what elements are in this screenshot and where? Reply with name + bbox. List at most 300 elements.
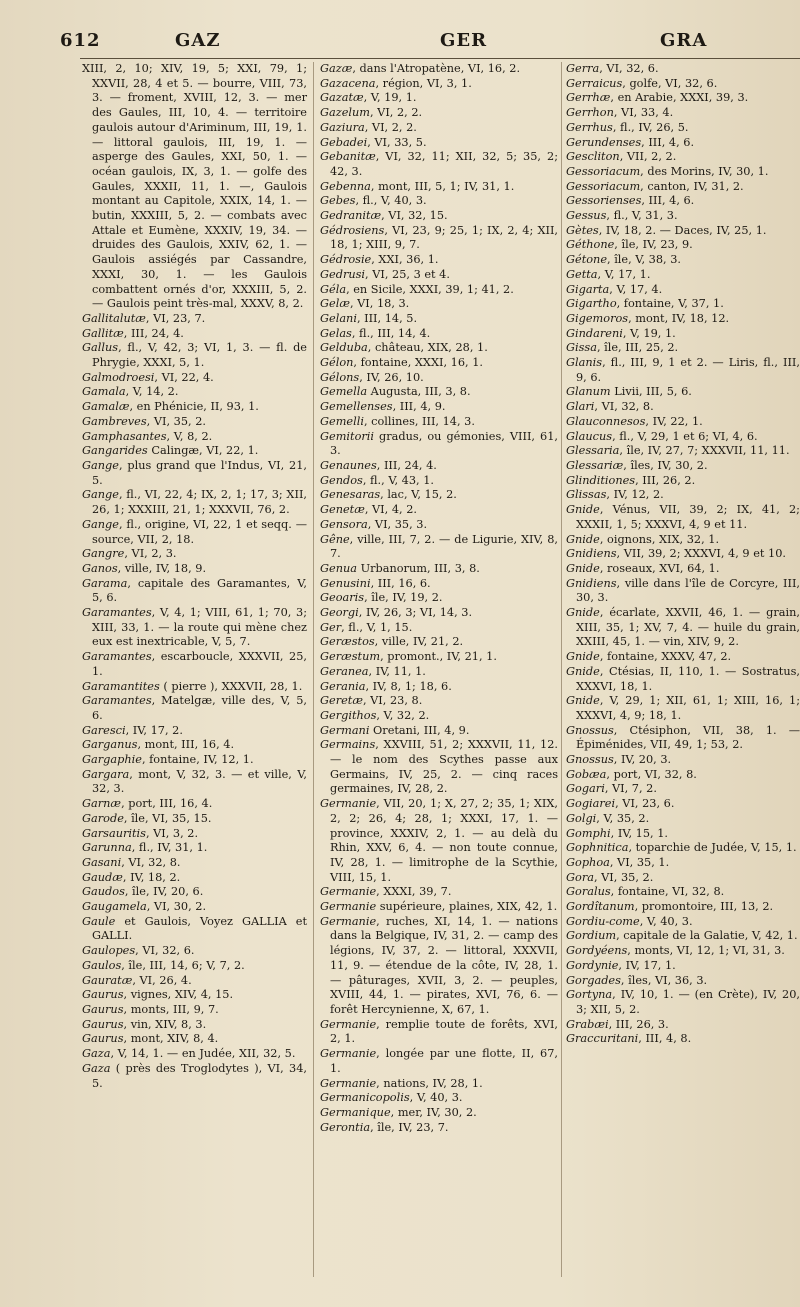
entry-headword: Gaurus: [82, 988, 124, 1002]
entry-headword: Gerrhæ: [566, 91, 611, 105]
entry-references: et Gaulois, Voyez GALLIA et GALLI.: [92, 914, 307, 943]
index-entry: [320, 577, 558, 592]
entry-headword: Georgi: [320, 606, 359, 620]
entry-headword: Gebadei: [320, 135, 368, 149]
index-entry: [320, 488, 558, 503]
entry-references: , VI, 2, 2.: [370, 106, 423, 120]
entry-references: , mont, III, 16, 4.: [137, 738, 235, 752]
entry-headword: Gemitorii: [320, 429, 375, 443]
entry-references: , fl., origine, VI, 22, 1 et seqq. — source, VII, 2, 18.: [92, 517, 307, 546]
index-entry: [82, 900, 307, 915]
entry-headword: Gelas: [320, 326, 352, 340]
entry-headword: Gaulopes: [82, 944, 136, 958]
entry-headword: Garganus: [82, 738, 138, 752]
entry-headword: Gomphi: [566, 826, 611, 840]
index-entry: [320, 1077, 558, 1092]
entry-references: , III, 4, 6.: [641, 135, 695, 149]
entry-references: , fontaine, IV, 12, 1.: [141, 753, 254, 767]
entry-references: , V, 4, 1; VIII, 61, 1; 70, 3; XIII, 33, 1. — la route qui mène chez eux est inextricable, V, 5, 7.: [92, 606, 307, 649]
entry-headword: Gescliton: [566, 150, 620, 164]
entry-headword: Gessus: [566, 209, 607, 223]
index-entry: [320, 341, 558, 356]
entry-headword: Gnidiens: [566, 576, 617, 590]
index-entry: [566, 444, 800, 459]
entry-headword: Gallus: [82, 341, 119, 355]
entry-headword: Gargaphie: [82, 753, 142, 767]
entry-references: , VI, 32, 8.: [121, 855, 181, 869]
entry-headword: Gétone: [566, 253, 608, 267]
entry-references: , vin, XIV, 8, 3.: [123, 1017, 207, 1031]
entry-references: , île, IV, 23, 9.: [614, 238, 693, 252]
entry-headword: Gazacena: [320, 76, 376, 90]
entry-headword: Gnossus: [566, 753, 614, 767]
entry-headword: Gamala: [82, 385, 126, 399]
entry-references: , mont, IV, 18, 12.: [628, 311, 730, 325]
entry-headword: Gnide: [566, 503, 600, 517]
entry-headword: Gamphasantes: [82, 429, 167, 443]
entry-references: , VI, 33, 4.: [613, 106, 674, 120]
entry-headword: Gnide: [566, 650, 600, 664]
entry-headword: Gorgades: [566, 973, 621, 987]
index-entry: [566, 106, 800, 121]
entry-references: Augusta, III, 3, 8.: [367, 385, 471, 399]
entry-headword: Gerontia: [320, 1120, 371, 1134]
entry-headword: Galmodroesi: [82, 370, 155, 384]
entry-headword: Gélons: [320, 370, 360, 384]
index-entry: [566, 209, 800, 224]
entry-headword: Gallitæ: [82, 326, 124, 340]
index-entry: [82, 444, 307, 459]
entry-headword: Gnide: [566, 606, 600, 620]
entry-references: , mont, V, 32, 3. — et ville, V, 32, 3.: [92, 767, 307, 796]
index-entry: [82, 680, 307, 695]
entry-headword: Gortyna: [566, 988, 613, 1002]
entry-references: , V, 19, 1.: [363, 91, 417, 105]
index-entry: [566, 1032, 800, 1047]
entry-headword: Gigarta: [566, 282, 610, 296]
entry-headword: Gophnitica: [566, 841, 629, 855]
entry-headword: Gogiarei: [566, 797, 616, 811]
entry-references: , capitale de la Galatie, V, 42, 1.: [616, 929, 798, 943]
entry-headword: Gigartho: [566, 297, 617, 311]
entry-references: , VI, 23, 8.: [362, 694, 423, 708]
entry-headword: Gnide: [566, 694, 600, 708]
entry-references: , îles, VI, 36, 3.: [620, 973, 708, 987]
entry-references: , VII, 20, 1; X, 27, 2; 35, 1; XIX, 2, 2; 26, 4; 28, 1; XXXI, 17, 1. — province, XXXIV, 2, 1. — au delà du Rhin, XXV, 6, 4. — non toute connue, IV, 28, 1. — limitrophe de la Scythie, VIII, 15, 1.: [330, 797, 558, 884]
entry-headword: Gora: [566, 870, 594, 884]
index-entry: [566, 577, 800, 606]
index-entry: [82, 841, 307, 856]
entry-headword: Gedranitæ: [320, 209, 382, 223]
entry-references: , mont, III, 5, 1; IV, 31, 1.: [370, 179, 515, 193]
entry-references: , mont, XIV, 8, 4.: [123, 1032, 219, 1046]
index-entry: [566, 694, 800, 723]
entry-references: , VI, 7, 2.: [604, 782, 657, 796]
entry-headword: Germanie: [320, 1017, 377, 1031]
index-entry: [320, 709, 558, 724]
entry-references: , VI, 25, 3 et 4.: [365, 267, 450, 281]
index-entry: [82, 62, 307, 312]
index-entry: [566, 900, 800, 915]
index-entry: [566, 224, 800, 239]
entry-references: , fl., III, 9, 1 et 2. — Liris, fl., III, 9, 6.: [576, 356, 800, 384]
entry-headword: Gerrhus: [566, 120, 613, 134]
index-entry: [566, 121, 800, 136]
index-entry: [82, 312, 307, 327]
entry-headword: Gebes: [320, 194, 356, 208]
index-entry: [82, 944, 307, 959]
entry-headword: Ger: [320, 620, 342, 634]
index-entry: [82, 885, 307, 900]
index-entry: [320, 268, 558, 283]
entry-headword: Gaziura: [320, 120, 365, 134]
entry-references: , VI, 32, 11; XII, 32, 5; 35, 2; 42, 3.: [330, 150, 558, 178]
index-entry: [566, 988, 800, 1017]
entry-references: , III, 4, 9.: [392, 400, 446, 414]
index-entry: [82, 724, 307, 739]
entry-references: , fl., VI, 22, 4; IX, 2, 1; 17, 3; XII, 26, 1; XXXIII, 21, 1; XXXVII, 76, 2.: [92, 488, 307, 517]
entry-headword: Glissas: [566, 488, 607, 502]
index-entry: [320, 327, 558, 342]
entry-headword: Gogari: [566, 782, 605, 796]
index-entry: [82, 1018, 307, 1033]
index-column-3: [566, 62, 800, 1047]
index-entry: [566, 312, 800, 327]
entry-references: , île, III, 14, 6; V, 7, 2.: [121, 958, 245, 972]
entry-headword: Gordîtanum: [566, 900, 635, 914]
entry-references: , V, 8, 2.: [166, 429, 213, 443]
entry-headword: Geranea: [320, 664, 369, 678]
entry-references: Urbanorum, III, 3, 8.: [357, 561, 480, 575]
entry-headword: Gobæa: [566, 767, 607, 781]
index-entry: [320, 915, 558, 1018]
entry-references: , VI, 3, 2.: [145, 826, 199, 840]
index-entry: [82, 577, 307, 606]
entry-headword: Gebenna: [320, 179, 371, 193]
column-divider-2: [561, 62, 562, 1277]
index-entry: [320, 1018, 558, 1047]
entry-references: , III, 14, 5.: [356, 311, 418, 325]
entry-headword: Glari: [566, 400, 595, 414]
entry-references: , VI, 23, 6.: [615, 797, 675, 811]
index-entry: [320, 635, 558, 650]
index-entry: [82, 988, 307, 1003]
entry-references: , fontaine, XXXI, 16, 1.: [353, 356, 483, 370]
entry-references: XIII, 2, 10; XIV, 19, 5; XXI, 79, 1; XXVII, 28, 4 et 5. — bourre, VIII, 73, 3. — froment, XVIII, 12, 3. — mer des Gaules, III, 10, 4. — territoire gaulois autour d'Ariminum, III, 19, 1. — littoral gaulois, III, 19, 1. — asperge des Gaules, XXI, 50, 1. — océan gaulois, IX, 3, 1. — golfe des Gaules, XXXII, 11, 1. —, Gaulois montant au Capitole, XXIX, 14, 1. — butin, XXXIII, 5, 2. — combats avec Attale et Eumène, XXXIV, 19, 34. — druides des Gaulois, XXIV, 62, 1. — Gaulois assiégés par Cassandre, XXXI, 30, 1. — les Gaulois combattent ornés d'or, XXXIII, 5, 2. — Gaulois peint très-mal, XXXV, 8, 2.: [82, 62, 307, 311]
entry-references: , VI, 22, 4.: [154, 370, 214, 384]
entry-references: , longée par une flotte, II, 67, 1.: [330, 1047, 558, 1075]
entry-references: , nations, IV, 28, 1.: [376, 1076, 483, 1090]
entry-headword: Gelduba: [320, 341, 368, 355]
index-entry: [320, 694, 558, 709]
entry-references: , IV, 8, 1; 18, 6.: [365, 679, 452, 693]
entry-headword: Gemellenses: [320, 400, 393, 414]
index-entry: [566, 753, 800, 768]
entry-references: , en Sicile, XXXI, 39, 1; 41, 2.: [346, 282, 514, 296]
entry-references: , III, 26, 2.: [635, 473, 696, 487]
entry-references: , île, III, 25, 2.: [596, 341, 679, 355]
entry-references: , XXXI, 39, 7.: [376, 885, 452, 899]
index-entry: [320, 724, 558, 739]
index-entry: [82, 915, 307, 944]
entry-references: , collines, III, 14, 3.: [363, 414, 475, 428]
entry-headword: Gergithos: [320, 708, 377, 722]
index-entry: [320, 1106, 558, 1121]
entry-references: , V, 29, 1; XII, 61, 1; XIII, 16, 1; XXXVI, 4, 9; 18, 1.: [576, 694, 800, 722]
entry-headword: Geræstum: [320, 650, 381, 664]
entry-references: , fl., V, 40, 3.: [355, 194, 427, 208]
index-entry: [320, 283, 558, 298]
entry-references: , VI, 32, 6.: [135, 944, 195, 958]
entry-references: , IV, 10, 1. — (en Crète), IV, 20, 3; XII, 5, 2.: [576, 988, 800, 1016]
index-entry: [566, 533, 800, 548]
entry-headword: Glanum: [566, 385, 611, 399]
index-entry: [566, 871, 800, 886]
entry-references: , fl., V, 31, 3.: [606, 209, 678, 223]
entry-headword: Garnæ: [82, 797, 122, 811]
entry-references: , oignons, XIX, 32, 1.: [599, 532, 720, 546]
entry-references: , île, IV, 23, 7.: [370, 1120, 449, 1134]
page-header: [60, 30, 800, 56]
entry-headword: Gaurus: [82, 1003, 124, 1016]
index-entry: [320, 518, 558, 533]
header-rule: [80, 58, 800, 59]
entry-headword: Germanie: [320, 900, 377, 914]
entry-headword: Gessoriacum: [566, 179, 641, 193]
entry-headword: Geretæ: [320, 694, 363, 708]
entry-headword: Gazelum: [320, 106, 370, 120]
index-entry: [566, 665, 800, 694]
entry-headword: Gamalæ: [82, 400, 130, 414]
entry-references: , fl., V, 43, 1.: [362, 473, 435, 487]
index-entry: [566, 1018, 800, 1033]
entry-references: , fontaine, V, 37, 1.: [616, 297, 724, 311]
entry-headword: Gordiu-come: [566, 914, 640, 928]
index-entry: [320, 77, 558, 92]
entry-headword: Garama: [82, 576, 128, 590]
column-heading-1: GAZ: [175, 30, 221, 51]
index-entry: [82, 650, 307, 679]
entry-headword: Garamantes: [82, 694, 152, 708]
index-entry: [566, 459, 800, 474]
index-entry: [82, 430, 307, 445]
entry-headword: Gigemoros: [566, 311, 629, 325]
entry-references: , Vénus, VII, 39, 2; IX, 41, 2; XXXII, 1, 5; XXXVI, 4, 9 et 11.: [576, 503, 800, 531]
entry-headword: Gasani: [82, 855, 122, 869]
column-divider-1: [313, 62, 314, 1277]
entry-headword: Gaulos: [82, 958, 122, 972]
entry-references: , plus grand que l'Indus, VI, 21, 5.: [92, 458, 307, 487]
index-entry: [82, 1003, 307, 1018]
entry-references: , île, V, 38, 3.: [607, 253, 681, 267]
entry-references: , monts, VI, 12, 1; VI, 31, 3.: [627, 944, 785, 958]
entry-references: , VI, 2, 2.: [364, 120, 417, 134]
entry-references: , XXI, 36, 1.: [371, 253, 439, 267]
entry-headword: Glauconnesos: [566, 414, 646, 428]
entry-headword: Germanie: [320, 797, 377, 811]
index-entry: [82, 385, 307, 400]
entry-references: , VI, 23, 7.: [145, 311, 206, 325]
index-entry: [320, 1091, 558, 1106]
entry-headword: Gnide: [566, 532, 600, 546]
entry-headword: Garsauritis: [82, 826, 146, 840]
entry-headword: Gaurus: [82, 1032, 124, 1046]
index-entry: [320, 680, 558, 695]
entry-headword: Gnidiens: [566, 547, 617, 561]
entry-headword: Golgi: [566, 811, 597, 825]
entry-headword: Getta: [566, 267, 598, 281]
index-entry: [320, 1121, 558, 1136]
entry-headword: Graccuritani: [566, 1032, 639, 1046]
entry-references: , île, IV, 19, 2.: [364, 591, 443, 605]
index-entry: [566, 768, 800, 783]
entry-headword: Gaza: [82, 1061, 111, 1075]
entry-headword: Gallitalutæ: [82, 311, 146, 325]
index-entry: [566, 253, 800, 268]
entry-references: , écarlate, XXVII, 46, 1. — grain, XIII, 35, 1; XV, 7, 4. — huile du grain, XXIII, 45, 1. — vin, XIV, 9, 2.: [576, 606, 800, 649]
entry-references: , ville dans l'île de Corcyre, III, 30, 3.: [576, 576, 800, 605]
index-entry: [566, 150, 800, 165]
entry-references: , île, IV, 20, 6.: [124, 885, 204, 899]
entry-references: supérieure, plaines, XIX, 42, 1.: [376, 900, 558, 914]
index-entry: [82, 1032, 307, 1047]
index-entry: [566, 136, 800, 151]
entry-references: , roseaux, XVI, 64, 1.: [599, 561, 720, 575]
index-entry: [82, 371, 307, 386]
entry-references: , port, VI, 32, 8.: [606, 767, 697, 781]
entry-references: , fontaine, XXXV, 47, 2.: [599, 650, 732, 664]
entry-references: , IV, 12, 2.: [606, 488, 664, 502]
index-entry: [566, 812, 800, 827]
index-entry: [566, 724, 800, 753]
entry-references: ( pierre ), XXXVII, 28, 1.: [159, 679, 303, 693]
entry-headword: Gerraicus: [566, 76, 623, 90]
entry-headword: Gètes: [566, 223, 599, 237]
entry-headword: Gambreves: [82, 414, 147, 428]
entry-references: , V, 40, 3.: [639, 914, 693, 928]
index-entry: [320, 738, 558, 797]
entry-references: , V, 17, 4.: [609, 282, 663, 296]
column-heading-3: GRA: [660, 30, 708, 51]
entry-headword: Garamantes: [82, 606, 152, 620]
index-entry: [320, 253, 558, 268]
entry-references: , III, 4, 6.: [641, 194, 695, 208]
entry-references: , fl., III, 14, 4.: [351, 326, 431, 340]
entry-headword: Germanicopolis: [320, 1091, 410, 1105]
entry-headword: Gemella: [320, 385, 368, 399]
entry-headword: Germanie: [320, 1076, 377, 1090]
index-entry: [82, 327, 307, 342]
entry-references: , IV, 22, 1.: [645, 414, 703, 428]
entry-references: , VII, 2, 2.: [619, 150, 677, 164]
index-entry: [320, 1047, 558, 1076]
entry-references: , Ctésias, II, 110, 1. — Sostratus, XXXVI, 18, 1.: [576, 664, 800, 693]
entry-references: , île, IV, 27, 7; XXXVII, 11, 11.: [619, 444, 790, 458]
entry-references: , ville, III, 7, 2. — de Ligurie, XIV, 8, 7.: [330, 532, 558, 561]
index-entry: [566, 327, 800, 342]
index-entry: [82, 694, 307, 723]
entry-headword: Gazatæ: [320, 91, 364, 105]
index-entry: [566, 341, 800, 356]
entry-references: , VI, 26, 4.: [132, 973, 192, 987]
entry-headword: Glinditiones: [566, 473, 636, 487]
entry-references: , fl., IV, 26, 5.: [612, 120, 689, 134]
entry-headword: Gnide: [566, 664, 600, 678]
entry-references: , VI, 30, 2.: [146, 900, 207, 914]
entry-headword: Gédrosie: [320, 253, 372, 267]
entry-headword: Glanis: [566, 356, 603, 370]
entry-headword: Grabæi: [566, 1017, 609, 1031]
entry-headword: Gindareni: [566, 326, 623, 340]
index-entry: [82, 606, 307, 650]
entry-headword: Gordium: [566, 929, 617, 943]
index-entry: [320, 224, 558, 253]
entry-headword: Gélon: [320, 356, 354, 370]
index-column-1: [82, 62, 307, 1091]
index-entry: [82, 753, 307, 768]
entry-headword: Goralus: [566, 885, 611, 899]
entry-references: Livii, III, 5, 6.: [610, 385, 692, 399]
index-entry: [566, 503, 800, 532]
index-entry: [566, 430, 800, 445]
entry-headword: Gaurus: [82, 1017, 124, 1031]
entry-references: , III, 26, 3.: [608, 1017, 669, 1031]
index-entry: [320, 533, 558, 562]
index-entry: [82, 827, 307, 842]
column-heading-2: GER: [440, 30, 488, 51]
entry-headword: Geræstos: [320, 635, 375, 649]
entry-references: , promont., IV, 21, 1.: [380, 650, 497, 664]
entry-references: , escarboucle, XXXVII, 25, 1.: [92, 650, 307, 678]
entry-references: , golfe, VI, 32, 6.: [622, 76, 718, 90]
index-entry: [320, 180, 558, 195]
entry-headword: Gangarides: [82, 444, 148, 458]
entry-references: , XXVIII, 51, 2; XXXVII, 11, 12. — le nom des Scythes passe aux Germains, IV, 25, 2. — cinq races germaines, IV, 28, 2.: [330, 738, 558, 796]
page-number: 612: [60, 30, 101, 51]
index-entry: [320, 591, 558, 606]
entry-headword: Garamantes: [82, 650, 152, 664]
entry-references: , IV, 17, 1.: [618, 958, 676, 972]
entry-references: , fl., V, 42, 3; VI, 1, 3. — fl. de Phrygie, XXXI, 5, 1.: [92, 341, 307, 370]
entry-headword: Gazæ: [320, 62, 353, 75]
index-entry: [566, 650, 800, 665]
index-entry: [566, 91, 800, 106]
entry-headword: Ganos: [82, 561, 118, 575]
entry-headword: Gerrhon: [566, 106, 614, 120]
index-entry: [320, 415, 558, 430]
entry-headword: Gauratæ: [82, 973, 133, 987]
index-entry: [320, 474, 558, 489]
entry-references: , V, 14, 2.: [125, 385, 179, 399]
index-entry: [566, 974, 800, 989]
entry-references: gradus, ou gémonies, VIII, 61, 3.: [330, 429, 558, 458]
entry-headword: Gordynie: [566, 958, 619, 972]
index-entry: [320, 136, 558, 151]
entry-headword: Glaucus: [566, 429, 613, 443]
entry-headword: Gensora: [320, 517, 368, 531]
index-entry: [566, 959, 800, 974]
entry-headword: Garamantites: [82, 679, 160, 693]
entry-references: , monts, III, 9, 7.: [123, 1003, 219, 1016]
index-entry: [320, 503, 558, 518]
entry-headword: Gaugamela: [82, 900, 147, 914]
entry-headword: Genusini: [320, 576, 371, 590]
entry-references: , lac, V, 15, 2.: [380, 488, 457, 502]
index-entry: [320, 312, 558, 327]
index-entry: [566, 474, 800, 489]
entry-headword: Germanie: [320, 914, 377, 928]
entry-references: , remplie toute de forêts, XVI, 2, 1.: [330, 1017, 558, 1046]
